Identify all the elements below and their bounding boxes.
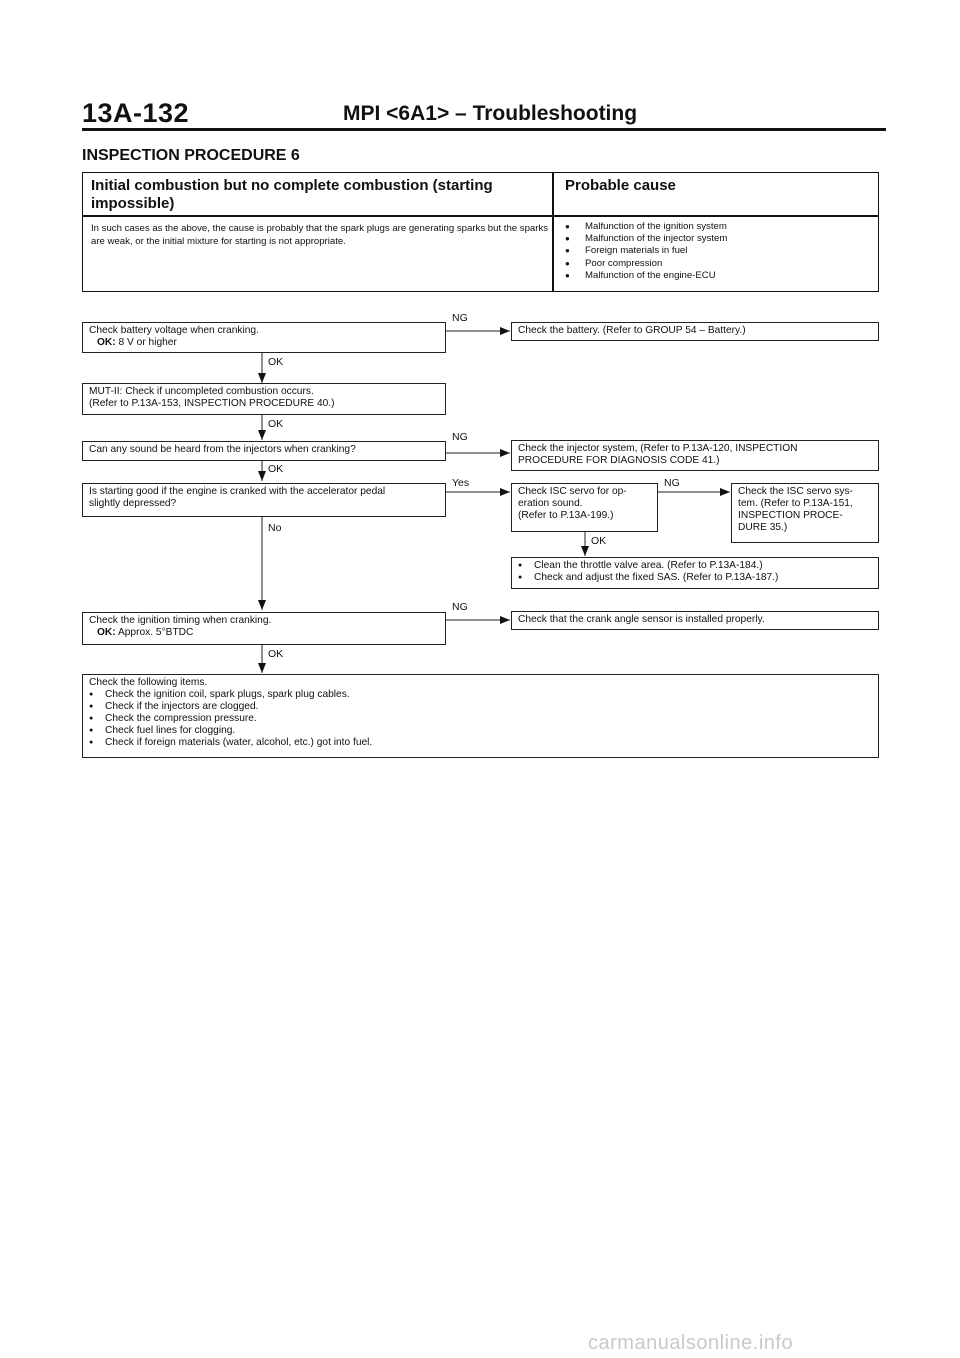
step-text: PROCEDURE FOR DIAGNOSIS CODE 41.) <box>518 455 720 466</box>
ng-label: NG <box>452 431 468 443</box>
page-title: MPI <6A1> – Troubleshooting <box>343 102 638 125</box>
list-item: ● Malfunction of the injector system <box>565 233 727 245</box>
no-label: No <box>268 522 282 534</box>
condition-text: In such cases as the above, the cause is probably that the spark plugs are generating sparks but the sparks are weak, or the initial mixture for starting is not appropriate. <box>91 223 549 247</box>
page-number: 13A-132 <box>82 98 190 128</box>
ignition-timing-check-box <box>82 612 446 645</box>
step-text: (Refer to P.13A-199.) <box>518 510 614 521</box>
step-text: Check battery voltage when cranking. <box>89 325 259 336</box>
ng-label: NG <box>664 477 680 489</box>
step-text: Check the battery. (Refer to GROUP 54 – Battery.) <box>518 325 746 336</box>
isc-servo-system-check-box <box>731 483 879 543</box>
isc-servo-sound-check-box <box>511 483 658 532</box>
ng-label: NG <box>452 601 468 613</box>
ok-label: OK <box>268 463 284 475</box>
step-text: Check the ISC servo sys- <box>738 486 853 497</box>
step-text: (Refer to P.13A-153, INSPECTION PROCEDURE 40.) <box>89 398 335 409</box>
ok-criterion <box>89 337 439 349</box>
list-item: ● Check fuel lines for clogging. <box>89 725 872 737</box>
yes-label: Yes <box>452 477 470 489</box>
injector-system-check-box <box>511 440 879 471</box>
step-text: tem. (Refer to P.13A-151, <box>738 498 853 509</box>
list-item: ● Foreign materials in fuel <box>565 245 727 257</box>
list-item: ● Check and adjust the fixed SAS. (Refer to P.13A-187.) <box>518 572 872 584</box>
step-text: Is starting good if the engine is cranked with the accelerator pedal <box>89 486 386 497</box>
battery-voltage-check-box <box>82 322 446 353</box>
ok-label: OK <box>268 418 284 430</box>
throttle-sas-check-box <box>511 557 879 589</box>
battery-check-box <box>511 322 879 341</box>
crank-angle-sensor-check-box <box>511 611 879 630</box>
ng-label: NG <box>452 312 468 324</box>
step-text: Check the ignition timing when cranking. <box>89 615 272 626</box>
list-item: ● Check if the injectors are clogged. <box>89 701 872 713</box>
list-item: ● Poor compression <box>565 258 727 270</box>
ok-criterion-label: OK: <box>97 337 116 348</box>
ok-label: OK <box>591 535 607 547</box>
ok-criterion <box>89 627 439 639</box>
section-heading: INSPECTION PROCEDURE 6 <box>82 147 300 164</box>
probable-cause-heading: Probable cause <box>565 177 676 194</box>
final-check-items-box <box>82 674 879 758</box>
list-item: ● Malfunction of the engine-ECU <box>565 270 727 282</box>
mut-combustion-check-box <box>82 383 446 415</box>
step-text: INSPECTION PROCE- <box>738 510 843 521</box>
step-text: Can any sound be heard from the injectors when cranking? <box>89 444 356 455</box>
final-check-list <box>89 689 872 749</box>
step-text: Check the following items. <box>89 677 208 688</box>
symptom-heading: Initial combustion but no complete combustion (starting impossible) <box>91 177 493 212</box>
step-text: Check ISC servo for op- <box>518 486 627 497</box>
step-text: Check that the crank angle sensor is installed properly. <box>518 614 765 625</box>
list-item: ● Check if foreign materials (water, alcohol, etc.) got into fuel. <box>89 737 872 749</box>
accelerator-start-check-box <box>82 483 446 517</box>
step-text: Check the injector system, (Refer to P.13A-120, INSPECTION <box>518 443 798 454</box>
throttle-sas-items <box>518 560 872 584</box>
step-text: MUT-II: Check if uncompleted combustion occurs. <box>89 386 314 397</box>
list-item: ● Clean the throttle valve area. (Refer to P.13A-184.) <box>518 560 872 572</box>
list-item: ● Malfunction of the ignition system <box>565 221 727 233</box>
step-text: slightly depressed? <box>89 498 177 509</box>
list-item: ● Check the ignition coil, spark plugs, spark plug cables. <box>89 689 872 701</box>
ok-criterion-label: OK: <box>97 627 116 638</box>
step-text: eration sound. <box>518 498 583 509</box>
injector-sound-check-box <box>82 441 446 461</box>
list-item: ● Check the compression pressure. <box>89 713 872 725</box>
ok-criterion-value: Approx. 5°BTDC <box>117 627 194 638</box>
ok-criterion-value: 8 V or higher <box>118 337 177 348</box>
ok-label: OK <box>268 356 284 368</box>
watermark: carmanualsonline.info <box>588 1332 794 1354</box>
step-text: DURE 35.) <box>738 522 788 533</box>
ok-label: OK <box>268 648 284 660</box>
